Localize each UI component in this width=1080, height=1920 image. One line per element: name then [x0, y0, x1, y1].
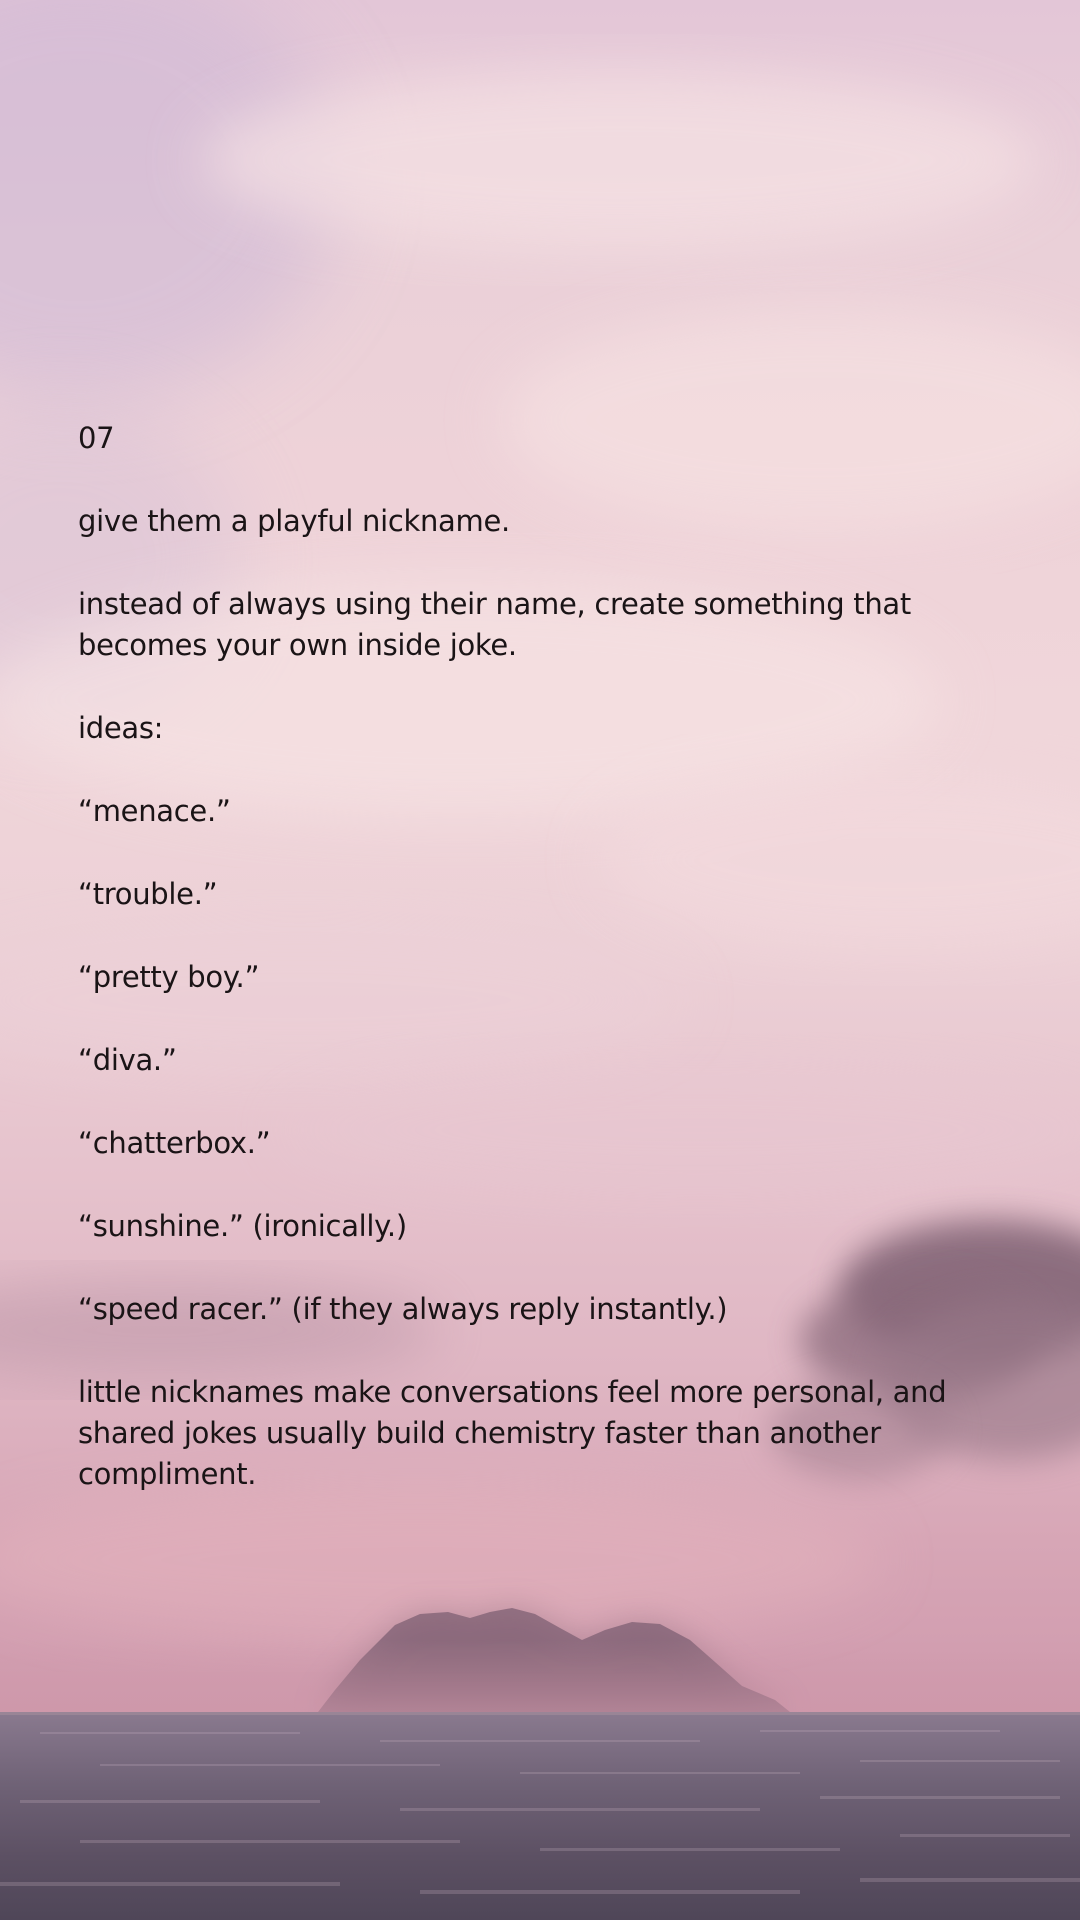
- tip-number: 07: [78, 421, 115, 455]
- idea-item: “menace.”: [78, 794, 231, 828]
- idea-item: “speed racer.” (if they always reply instantly.): [78, 1292, 728, 1326]
- horizon-line: [0, 1712, 1080, 1715]
- horizon-haze: [0, 1640, 1080, 1720]
- idea-item: “pretty boy.”: [78, 960, 260, 994]
- ideas-label: ideas:: [78, 711, 164, 745]
- cloud-wisp: [200, 70, 1040, 250]
- water-texture: [0, 1730, 1080, 1894]
- tip-heading: give them a playful nickname.: [78, 504, 510, 538]
- idea-item: “sunshine.” (ironically.): [78, 1209, 407, 1243]
- post-text: [78, 418, 1018, 1495]
- sea-ripples: [0, 1712, 1080, 1920]
- tip-closing: little nicknames make conversations feel more personal, and shared jokes usually build chemistry faster than another compliment.: [78, 1375, 947, 1491]
- tip-intro: instead of always using their name, create something that becomes your own inside joke.: [78, 587, 911, 662]
- idea-item: “chatterbox.”: [78, 1126, 271, 1160]
- idea-item: “diva.”: [78, 1043, 177, 1077]
- idea-item: “trouble.”: [78, 877, 218, 911]
